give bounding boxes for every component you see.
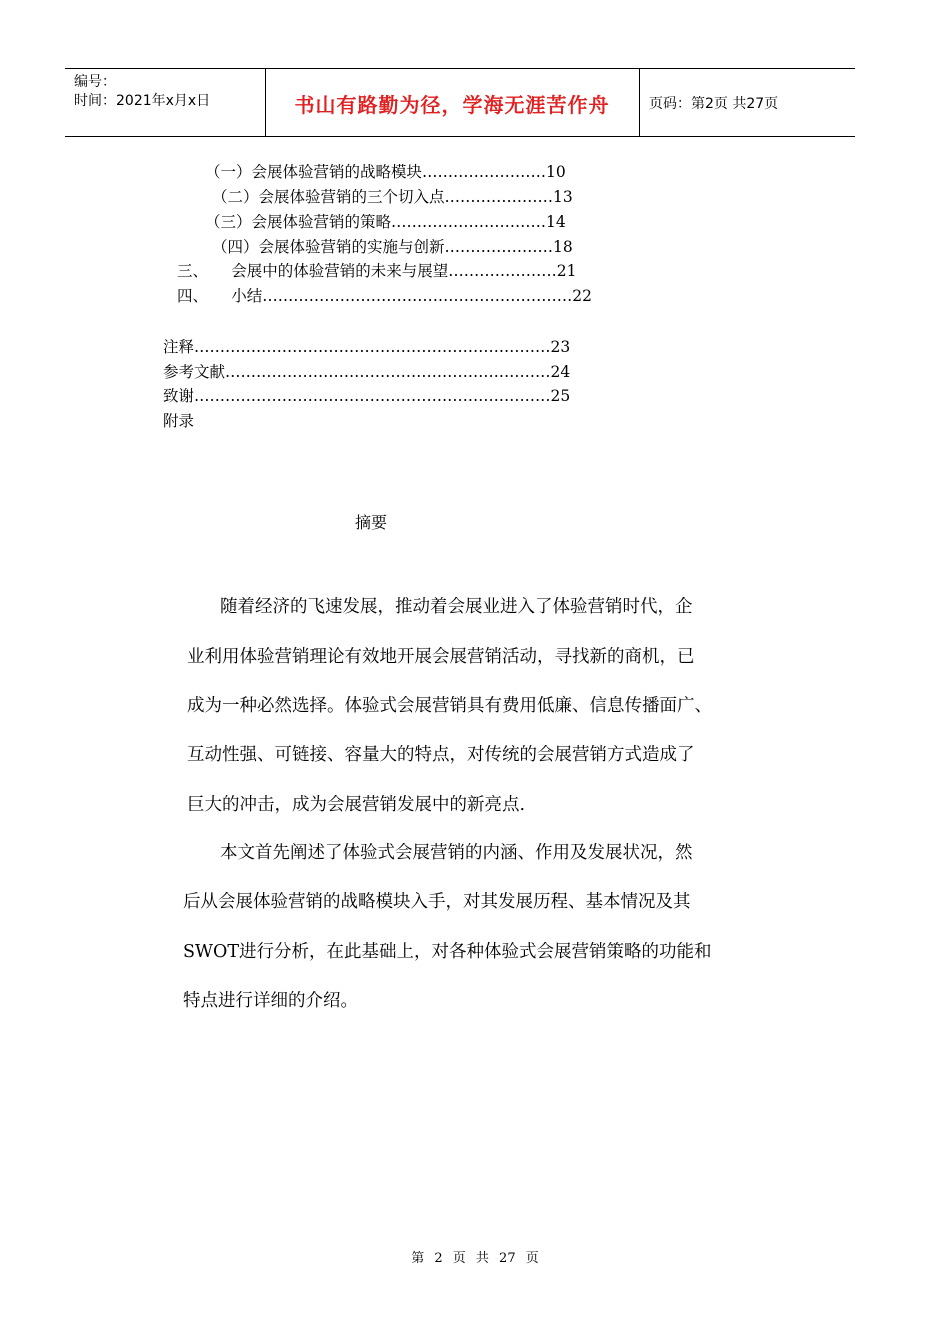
abstract-line: SWOT进行分析，在此基础上，对各种体验式会展营销策略的功能和 xyxy=(183,942,712,962)
abstract-line: 巨大的冲击，成为会展营销发展中的新亮点. xyxy=(187,795,526,815)
page-header xyxy=(65,68,855,137)
abstract-line: 成为一种必然选择。体验式会展营销具有费用低廉、信息传播面广、 xyxy=(187,696,712,716)
page-footer: 第 2 页 共 27 页 xyxy=(411,1251,539,1266)
toc-entry: （一）会展体验营销的战略模块……………………10 xyxy=(205,163,566,181)
toc-entry: （二）会展体验营销的三个切入点…………………13 xyxy=(212,188,573,206)
toc-entry: 致谢……………………………………………………………25 xyxy=(163,387,571,405)
toc-entry: 注释……………………………………………………………23 xyxy=(163,338,571,356)
abstract-line: 本文首先阐述了体验式会展营销的内涵、作用及发展状况，然 xyxy=(220,843,693,863)
abstract-line: 随着经济的飞速发展，推动着会展业进入了体验营销时代，企 xyxy=(220,597,693,617)
header-page-info: 页码：第2页 共27页 xyxy=(649,96,779,112)
number-label: 编号： xyxy=(74,74,116,90)
toc-entry: 三、 会展中的体验营销的未来与展望…………………21 xyxy=(177,262,577,280)
header-meta xyxy=(74,73,264,111)
abstract-line: 后从会展体验营销的战略模块入手，对其发展历程、基本情况及其 xyxy=(183,892,691,912)
abstract-title: 摘要 xyxy=(355,513,388,532)
abstract-line: 业利用体验营销理论有效地开展会展营销活动，寻找新的商机，已 xyxy=(187,647,695,667)
toc-entry: （四）会展体验营销的实施与创新…………………18 xyxy=(212,238,573,256)
toc-entry: （三）会展体验营销的策略…………………………14 xyxy=(205,213,566,231)
abstract-line: 特点进行详细的介绍。 xyxy=(183,991,358,1011)
header-motto: 书山有路勤为径，学海无涯苦作舟 xyxy=(294,93,610,117)
toc-entry: 四、 小结……………………………………………………22 xyxy=(177,287,592,305)
time-label: 时间：2021年x月x日 xyxy=(74,93,211,109)
toc-entry: 附录 xyxy=(163,412,195,430)
abstract-line: 互动性强、可链接、容量大的特点，对传统的会展营销方式造成了 xyxy=(187,745,695,765)
toc-entry: 参考文献………………………………………………………24 xyxy=(163,363,571,381)
header-divider xyxy=(639,69,640,136)
